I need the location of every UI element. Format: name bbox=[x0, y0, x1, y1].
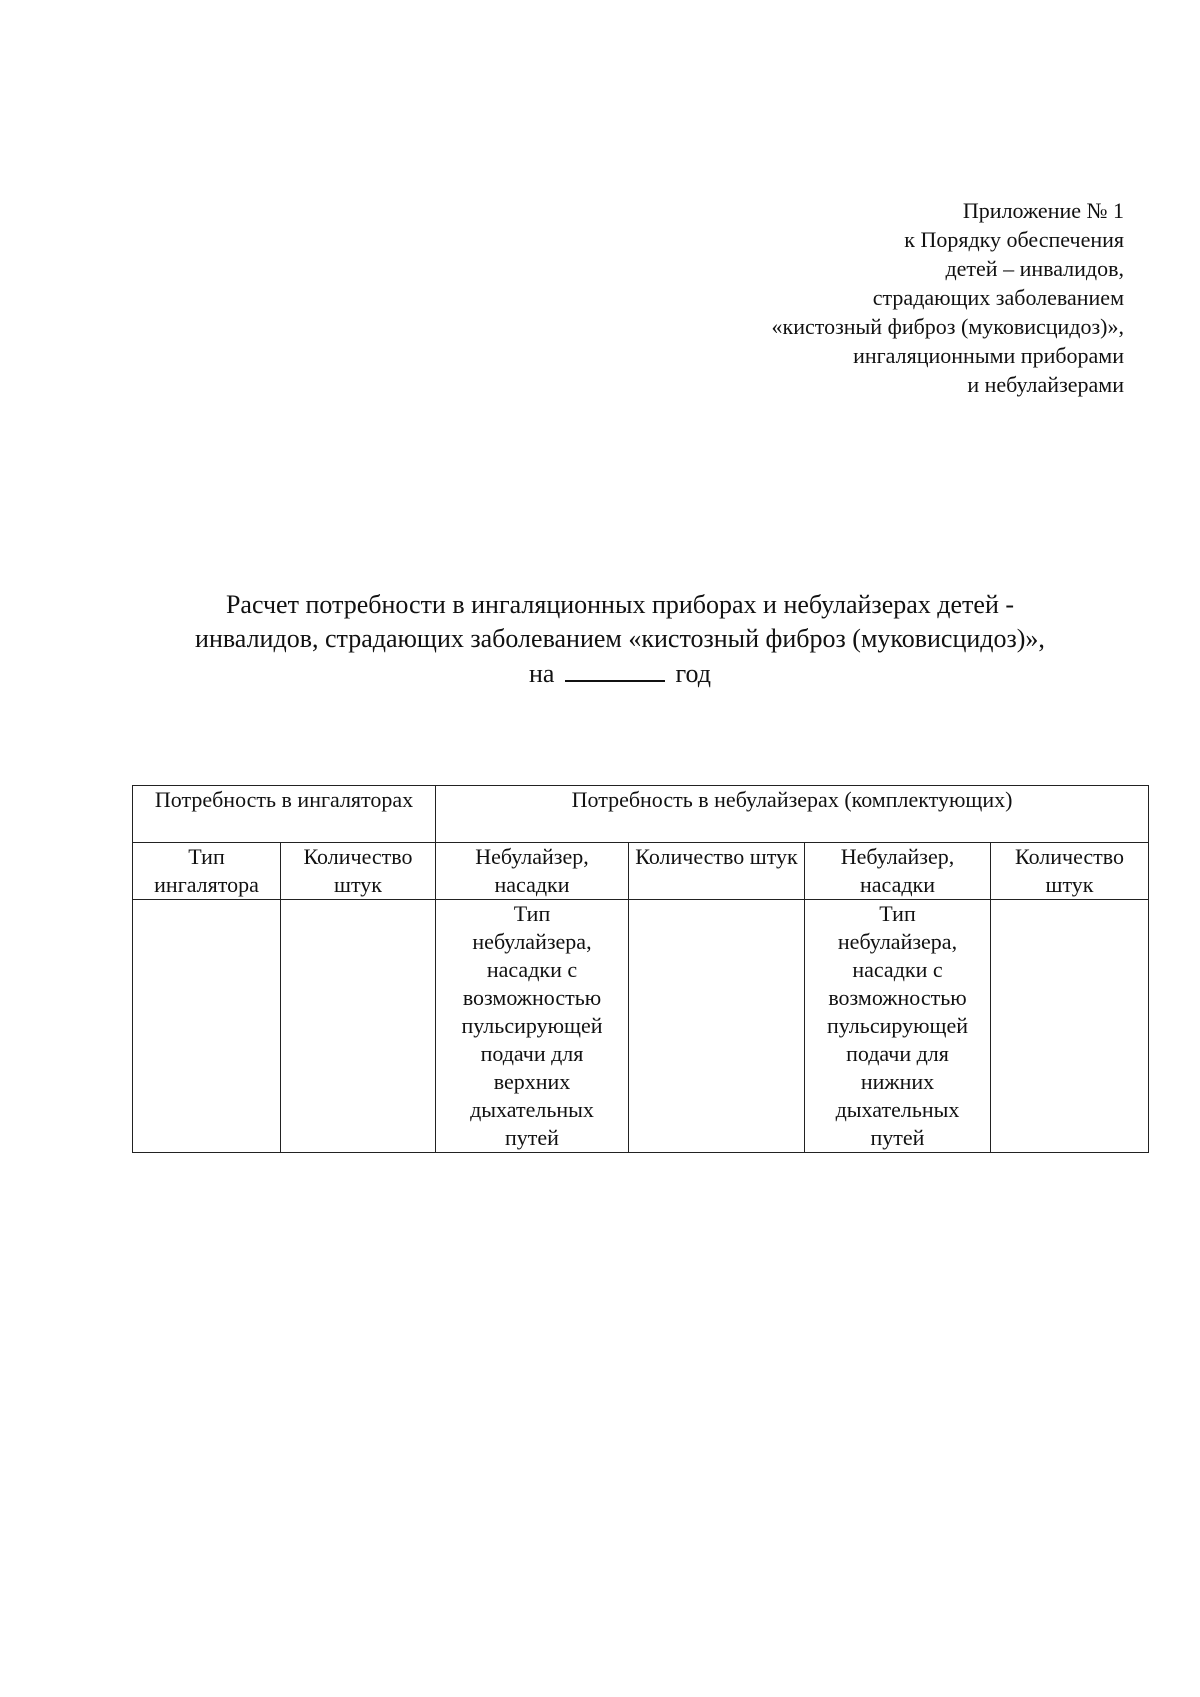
cell-text-line: нижних bbox=[860, 1069, 935, 1094]
col-inhaler-type: Тип ингалятора bbox=[133, 843, 281, 900]
group-header-row bbox=[133, 786, 1149, 843]
cell-text-line: небулайзера, bbox=[837, 929, 958, 954]
title-line-3 bbox=[120, 656, 1120, 691]
cell-text-line: дыхательных bbox=[835, 1097, 960, 1122]
cell-inhaler-qty[interactable] bbox=[281, 900, 436, 1153]
cell-inhaler-type[interactable] bbox=[133, 900, 281, 1153]
cell-nebulizer-2-qty[interactable] bbox=[991, 900, 1149, 1153]
cell-text-line: пульсирующей bbox=[827, 1013, 968, 1038]
needs-table bbox=[132, 785, 1149, 1153]
appendix-line: страдающих заболеванием bbox=[872, 285, 1124, 310]
document-title bbox=[120, 588, 1120, 691]
cell-text-line: возможностью bbox=[462, 985, 602, 1010]
appendix-line: «кистозный фиброз (муковисцидоз)», bbox=[771, 314, 1124, 339]
title-line-2: инвалидов, страдающих заболеванием «кистозный фиброз (муковисцидоз)», bbox=[195, 624, 1045, 653]
cell-text-line: насадки с bbox=[852, 957, 943, 982]
cell-text-line: подачи для bbox=[846, 1041, 949, 1066]
cell-text-line: небулайзера, bbox=[472, 929, 592, 954]
appendix-line: к Порядку обеспечения bbox=[904, 227, 1124, 252]
col-nebulizer-2-qty: Количество штук bbox=[991, 843, 1149, 900]
year-blank-field[interactable] bbox=[565, 656, 665, 682]
cell-text-line: верхних bbox=[493, 1069, 571, 1094]
cell-nebulizer-2-type bbox=[805, 900, 991, 1153]
title-year-suffix: год bbox=[675, 659, 711, 688]
appendix-line: и небулайзерами bbox=[967, 372, 1124, 397]
column-header-row bbox=[133, 843, 1149, 900]
inhalers-group-header: Потребность в ингаляторах bbox=[133, 786, 436, 843]
cell-nebulizer-1-type bbox=[436, 900, 629, 1153]
cell-nebulizer-1-qty[interactable] bbox=[629, 900, 805, 1153]
cell-text-line: пульсирующей bbox=[461, 1013, 603, 1038]
cell-text-line: Тип bbox=[513, 901, 551, 926]
cell-text-line: Тип bbox=[879, 901, 916, 926]
appendix-header bbox=[604, 196, 1124, 399]
cell-text-line: подачи для bbox=[480, 1041, 584, 1066]
table-row bbox=[133, 900, 1149, 1153]
title-line-1: Расчет потребности в ингаляционных приборах и небулайзерах детей - bbox=[225, 590, 1015, 619]
col-nebulizer-1: Небулайзер, насадки bbox=[436, 843, 629, 900]
cell-text-line: путей bbox=[505, 1125, 559, 1150]
appendix-line: ингаляционными приборами bbox=[853, 343, 1124, 368]
cell-text-line: возможностью bbox=[828, 985, 967, 1010]
cell-text-line: путей bbox=[870, 1125, 925, 1150]
title-year-prefix: на bbox=[529, 659, 555, 688]
col-inhaler-qty: Количество штук bbox=[281, 843, 436, 900]
cell-text-line: насадки с bbox=[486, 957, 578, 982]
appendix-line: Приложение № 1 bbox=[962, 198, 1124, 223]
nebulizers-group-header: Потребность в небулайзерах (комплектующих) bbox=[436, 786, 1149, 843]
appendix-line: детей – инвалидов, bbox=[945, 256, 1124, 281]
cell-text-line: дыхательных bbox=[470, 1097, 594, 1122]
col-nebulizer-1-qty: Количество штук bbox=[629, 843, 805, 900]
col-nebulizer-2: Небулайзер, насадки bbox=[805, 843, 991, 900]
